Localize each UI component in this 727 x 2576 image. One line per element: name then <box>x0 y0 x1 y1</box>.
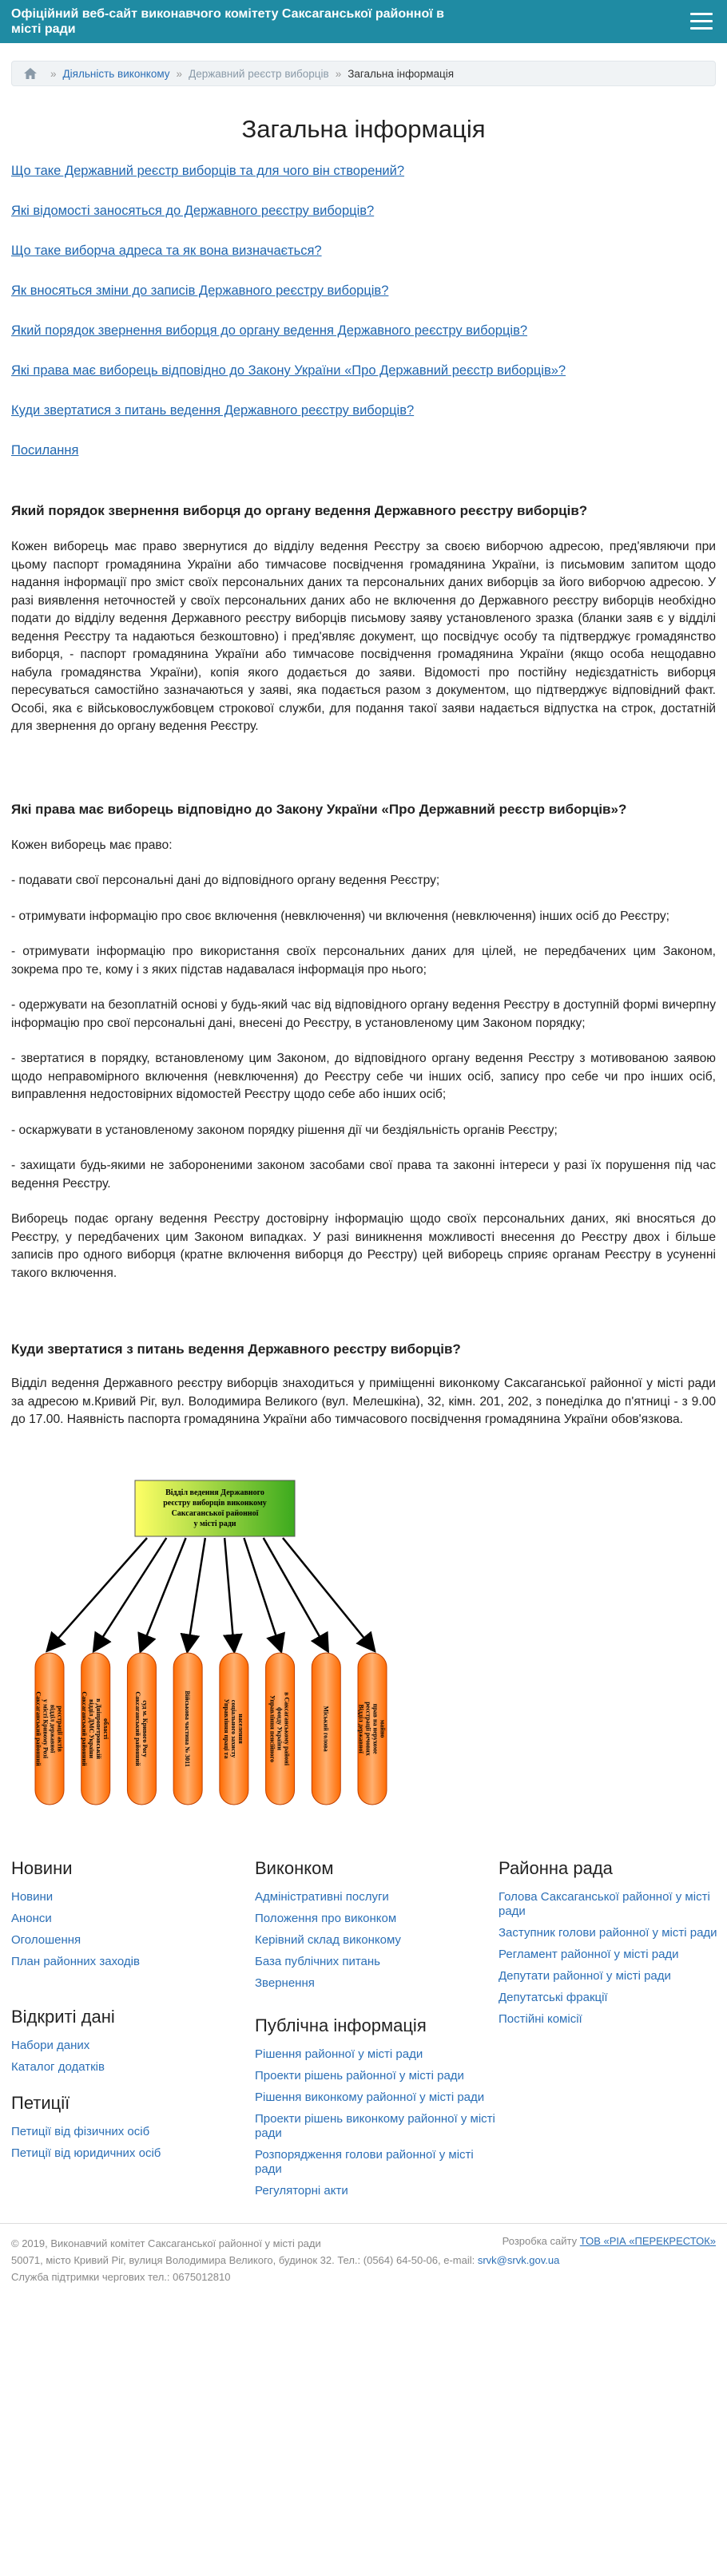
diagram-box-label <box>184 1690 191 1766</box>
footer-link[interactable]: Постійні комісії <box>499 2011 582 2026</box>
footer-link[interactable]: Регламент районної у місті ради <box>499 1947 679 1961</box>
footer-link[interactable]: Адміністративні послуги <box>255 1889 389 1904</box>
footer-heading: Публічна інформація <box>255 2015 427 2035</box>
section-paragraph: - захищати будь-якими не забороненими законом засобами свої права та законні інтереси у разі їх порушення під час ведення Реєстру. <box>11 1159 716 1191</box>
section-paragraph: Кожен виборець має право: <box>11 838 173 852</box>
diagram-arrow <box>244 1538 280 1648</box>
footer-link[interactable]: Заступник голови районної у місті ради <box>499 1925 717 1940</box>
developer-credit <box>503 2235 716 2247</box>
footer-link[interactable]: Рішення районної у місті ради <box>255 2047 423 2061</box>
toc-link[interactable]: Який порядок звернення виборця до органу ведення Державного реєстру виборців? <box>11 323 528 338</box>
support-phone: Служба підтримки чергових тел.: 0675012810 <box>11 2270 231 2283</box>
footer-link[interactable]: Анонси <box>11 1911 52 1925</box>
developer-prefix: Розробка сайту <box>502 2234 580 2247</box>
toc-link[interactable]: Як вносяться зміни до записів Державного реєстру виборців? <box>11 283 389 298</box>
org-diagram <box>27 1471 395 1806</box>
home-icon[interactable] <box>23 67 38 80</box>
footer-column-executive <box>255 1858 499 2205</box>
diagram-top-line: Відділ ведення Державного <box>165 1488 264 1497</box>
footer-link[interactable]: Проекти рішень районної у місті ради <box>255 2068 464 2083</box>
diagram-box-line: Саксаганський районний <box>34 1690 42 1766</box>
section-paragraph: Виборець подає органу ведення Реєстру достовірну інформацію щодо своїх персональних даних, які вносяться до Реєстру, у передбачених цим Законом випадках. У разі виникнення можливості внесення до Реєстру двох і більше записів про одного виборця (кратне включення виборця до Реєстру) цей виборець сприяє органам Реєстру в усуненні такого включення. <box>11 1212 716 1280</box>
footer-link[interactable]: Каталог додатків <box>11 2059 105 2074</box>
diagram-arrow <box>188 1538 205 1648</box>
address-text: 50071, місто Кривий Ріг, вулиця Володимира Великого, будинок 32. Тел.: (0564) 64-50-06, e-mail: <box>11 2253 478 2266</box>
diagram-box-line: відділ ДМС України <box>88 1698 96 1758</box>
table-of-contents <box>0 161 727 460</box>
breadcrumb-separator: » <box>176 67 183 80</box>
diagram-top-line: реєстру виборців виконкому <box>163 1498 267 1508</box>
section-paragraph: - отримувати інформацію про використання своїх персональних даних для цілей, не передбачених цим Законом, зокрема про те, кому і з яких підстав надавалася інформація про нього; <box>11 945 716 977</box>
email-link[interactable]: srvk@srvk.gov.ua <box>477 2253 560 2266</box>
footer-nav <box>0 1858 727 2205</box>
footer-link[interactable]: План районних заходів <box>11 1954 140 1968</box>
diagram-box-line: суд м. Кривого Рогу <box>141 1699 149 1758</box>
diagram-arrow <box>283 1538 372 1648</box>
diagram-box-label <box>134 1691 149 1766</box>
footer-heading: Петиції <box>11 2092 70 2113</box>
breadcrumb-item-activity[interactable]: Діяльність виконкому <box>62 67 170 80</box>
diagram-box-line: фонду України <box>276 1706 284 1750</box>
footer-link[interactable]: Розпорядження голови районної у місті ради <box>255 2147 474 2176</box>
diagram-arrow <box>96 1538 167 1648</box>
footer-link[interactable]: Депутатські фракції <box>499 1990 608 2004</box>
toc-link[interactable]: Посилання <box>11 443 79 458</box>
footer-link[interactable]: Звернення <box>255 1976 315 1990</box>
section-heading: Який порядок звернення виборця до органу ведення Державного реєстру виборців? <box>11 503 588 518</box>
footer-link[interactable]: Депутати районної у місті ради <box>499 1968 671 1983</box>
diagram-top-line: Саксаганської районної <box>171 1508 259 1518</box>
menu-icon[interactable] <box>690 13 713 30</box>
footer-link[interactable]: Оголошення <box>11 1932 81 1947</box>
footer-heading: Відкриті дані <box>11 2006 115 2027</box>
diagram-box-line: Військова частина № 3011 <box>184 1690 192 1767</box>
contact-address <box>11 2252 716 2269</box>
diagram-box-line: в Дніпропетровській <box>95 1698 103 1759</box>
section-paragraph: Кожен виборець має право звернутися до відділу ведення Реєстру за своєю виборчою адресою, пред'являючи при цьому паспорт громадянина України або тимчасове посвідчення громадянина України, із письмовим запитом щодо надання інформації про зміст своїх персональних даних та персональних даних виборців за його виборчою адресою. У разі виявлення неточностей у своїх персональних даних або не включення до Державного реєстру виборців необхідно подати до відділу ведення Державного реєстру виборців письмову заяву установленого зразка (бланки заяв є у відділі ведення Реєстру та надаються безкоштовно) і пред'являє документ, що посвідчує особу та підтверджує громадянство виборця, - паспорт громадянина України або тимчасове посвідчення громадянина України (якщо особа нещодавно набула громадянства України), копія якого додається до заяви. Відомості про постійну недієздатність виборця пересуваться самостійно зазначаються у заяві, яка подається разом з документом, що підтверджує відповідний факт. Особі, яка є військовослужбовцем строкової служби, для подання такої заяви надається відпустка на строк, достатній для звернення до органу ведення Реєстру. <box>11 540 716 733</box>
copyright: © 2019, Виконавчий комітет Саксаганської районної у місті ради <box>11 2237 321 2249</box>
footer-link[interactable]: Регуляторні акти <box>255 2183 348 2198</box>
diagram-box-line: у місті Кривому Розі <box>42 1698 50 1758</box>
toc-link[interactable]: Куди звертатися з питань ведення Державного реєстру виборців? <box>11 403 415 418</box>
diagram-box-line: Управління пенсійного <box>268 1694 276 1762</box>
footer-link[interactable]: Новини <box>11 1889 54 1904</box>
footer-link[interactable]: База публічних питань <box>255 1954 380 1968</box>
diagram-box-line: реєстрації речових <box>364 1701 372 1756</box>
section-heading: Куди звертатися з питань ведення Державного реєстру виборців? <box>11 1342 461 1357</box>
footer-heading: Районна рада <box>499 1857 613 1878</box>
page-title: Загальна інформація <box>241 115 486 143</box>
section-paragraph: - одержувати на безоплатній основі у будь-який час від відповідного органу ведення Реєстру в доступній формі вичерпну інформацію про свої персональні дані, внесені до Реєстру, в установленому цим Законом порядку; <box>11 998 716 1030</box>
section-paragraph: - подавати свої персональні дані до відповідного органу ведення Реєстру; <box>11 874 440 887</box>
breadcrumb <box>11 61 716 86</box>
breadcrumb-separator: » <box>335 67 342 80</box>
footer-link[interactable]: Проекти рішень виконкому районної у місті ради <box>255 2111 495 2140</box>
footer-bottom <box>0 2223 727 2300</box>
toc-link[interactable]: Що таке виборча адреса та як вона визначається? <box>11 244 322 258</box>
article <box>0 501 727 1810</box>
diagram-box-line: Міський голова <box>322 1705 330 1752</box>
diagram-box-line: Саксаганський районний <box>81 1690 89 1766</box>
breadcrumb-separator: » <box>50 67 57 80</box>
section-appeal <box>11 501 716 736</box>
developer-link[interactable]: ТОВ «РІА «ПЕРЕКРЕСТОК» <box>579 2234 716 2247</box>
diagram-arrow <box>264 1538 327 1648</box>
diagram-box-label <box>322 1706 329 1751</box>
diagram-box-line: прав на нерухоме <box>371 1702 379 1754</box>
diagram-box-line: населення <box>236 1713 244 1744</box>
footer-link[interactable]: Положення про виконком <box>255 1911 397 1925</box>
section-paragraph: Відділ ведення Державного реєстру виборців знаходиться у приміщенні виконкому Саксаганської районної у місті ради за адресою м.Кривий Ріг, вул. Володимира Великого (вул. Мелешкіна), 32, кімн. 201, 202, з понеділка до п'ятниці - з 9.00 до 17.00. Наявність паспорта громадянина України або тимчасового посвідчення громадянина України обов'язкова. <box>11 1377 716 1426</box>
footer-heading: Виконком <box>255 1857 334 1878</box>
footer-link[interactable]: Петиції від фізичних осіб <box>11 2124 150 2138</box>
footer-column-council <box>499 1858 727 2205</box>
toc-link[interactable]: Що таке Державний реєстр виборців та для чого він створений? <box>11 164 405 178</box>
footer-link[interactable]: Керівний склад виконкому <box>255 1932 401 1947</box>
diagram-box-line: соціального захисту <box>229 1699 237 1758</box>
section-paragraph: - отримувати інформацію про своє включення (невключення) чи включення (невключення) інших осіб до Реєстру; <box>11 909 670 923</box>
breadcrumb-item-register[interactable]: Державний реєстр виборців <box>189 67 329 80</box>
section-contacts <box>11 1340 716 1429</box>
diagram-box-line: в Саксаганському районі <box>283 1691 291 1766</box>
toc-link[interactable]: Які права має виборець відповідно до Закону України «Про Державний реєстр виборців»? <box>11 363 566 378</box>
diagram-arrow <box>224 1538 234 1648</box>
footer-heading: Новини <box>11 1857 73 1878</box>
diagram-top-line: у місті ради <box>193 1519 236 1528</box>
site-header <box>0 0 727 43</box>
section-paragraph: - оскаржувати в установленому законом порядку рішення дії чи бездіяльність органів Реєстру; <box>11 1123 558 1137</box>
footer-link[interactable]: Петиції від юридичних осіб <box>11 2146 161 2160</box>
section-rights <box>11 800 716 1283</box>
diagram-box-line: майно <box>379 1719 387 1738</box>
diagram-arrow <box>141 1538 185 1648</box>
footer-link[interactable]: Рішення виконкому районної у місті ради <box>255 2090 485 2104</box>
footer-link[interactable]: Набори даних <box>11 2038 90 2052</box>
diagram-box-line: Відділ державної <box>357 1703 365 1754</box>
site-title[interactable]: Офіційний веб-сайт виконавчого комітету Саксаганської районної в місті ради <box>11 7 445 36</box>
toc-link[interactable]: Які відомості заносяться до Державного реєстру виборців? <box>11 204 375 218</box>
diagram-box-line: відділ державної <box>49 1704 57 1753</box>
diagram-box-line: Управління праці та <box>222 1698 230 1758</box>
diagram-box-line: реєстрації актів <box>56 1705 64 1752</box>
section-paragraph: - звертатися в порядку, встановленому цим Законом, до відповідного органу ведення Реєстру з мотивованою заявою щодо неправомірного включення (невключення) до Реєстру себе чи інших осіб, запису про себе чи про інших осіб, виправлення недостовірних відомостей Реєстру щодо себе або інших осіб; <box>11 1052 716 1101</box>
footer-column-news <box>11 1858 255 2205</box>
diagram-box-line: Саксаганський районний <box>133 1690 141 1766</box>
diagram-arrow <box>50 1538 147 1648</box>
footer-link[interactable]: Голова Саксаганської районної у місті ради <box>499 1889 710 1918</box>
section-heading: Які права має виборець відповідно до Закону України «Про Державний реєстр виборців»? <box>11 801 627 817</box>
breadcrumb-current: Загальна інформація <box>348 67 455 80</box>
diagram-box-line: області <box>102 1718 110 1739</box>
